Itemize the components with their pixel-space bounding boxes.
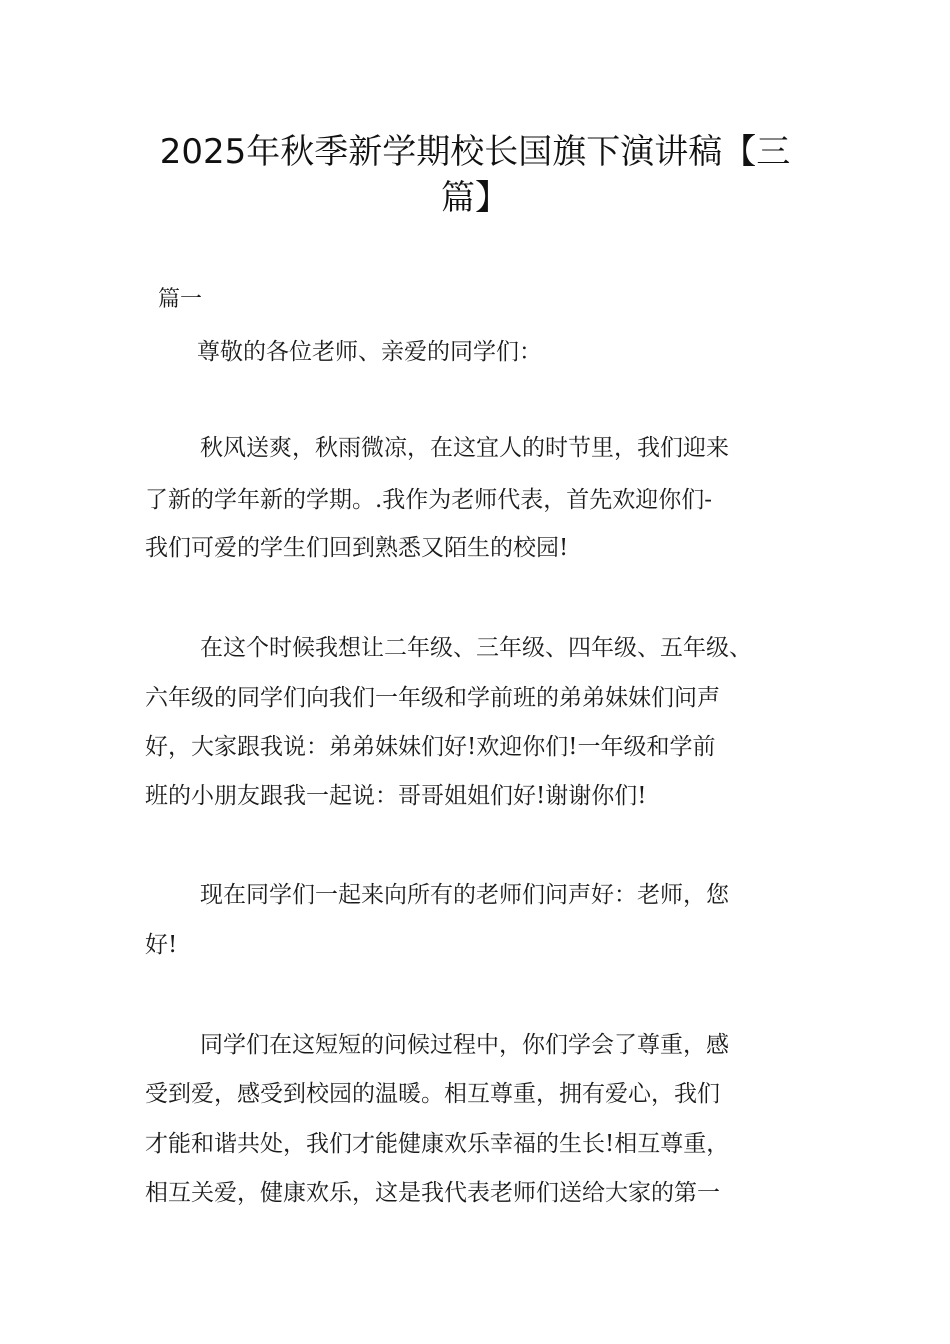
- paragraph-3-line-2: 好!: [145, 932, 178, 958]
- paragraph-4-line-1: 同学们在这短短的问候过程中，你们学会了尊重，感: [200, 1032, 729, 1058]
- paragraph-4-line-2: 受到爱，感受到校园的温暖。相互尊重，拥有爱心，我们: [145, 1081, 720, 1107]
- document-title-line-1: 2025年秋季新学期校长国旗下演讲稿【三: [159, 132, 791, 172]
- paragraph-4-line-3: 才能和谐共处，我们才能健康欢乐幸福的生长!相互尊重，: [145, 1131, 730, 1157]
- paragraph-2-line-1: 在这个时候我想让二年级、三年级、四年级、五年级、: [200, 635, 752, 661]
- paragraph-1-line-3: 我们可爱的学生们回到熟悉又陌生的校园!: [145, 535, 569, 561]
- paragraph-2-line-3: 好，大家跟我说：弟弟妹妹们好!欢迎你们!一年级和学前: [145, 734, 716, 760]
- section-label: 篇一: [158, 287, 203, 312]
- paragraph-2-line-4: 班的小朋友跟我一起说：哥哥姐姐们好!谢谢你们!: [145, 783, 647, 809]
- paragraph-2-line-2: 六年级的同学们向我们一年级和学前班的弟弟妹妹们问声: [145, 685, 720, 711]
- document-title-line-2: 篇】: [441, 178, 509, 218]
- paragraph-3-line-1: 现在同学们一起来向所有的老师们问声好：老师，您: [200, 882, 729, 908]
- paragraph-4-line-4: 相互关爱，健康欢乐，这是我代表老师们送给大家的第一: [145, 1180, 720, 1206]
- salutation: 尊敬的各位老师、亲爱的同学们：: [197, 339, 542, 365]
- paragraph-1-line-1: 秋风送爽，秋雨微凉，在这宜人的时节里，我们迎来: [200, 435, 729, 461]
- paragraph-1-line-2: 了新的学年新的学期。.我作为老师代表，首先欢迎你们-: [145, 487, 713, 513]
